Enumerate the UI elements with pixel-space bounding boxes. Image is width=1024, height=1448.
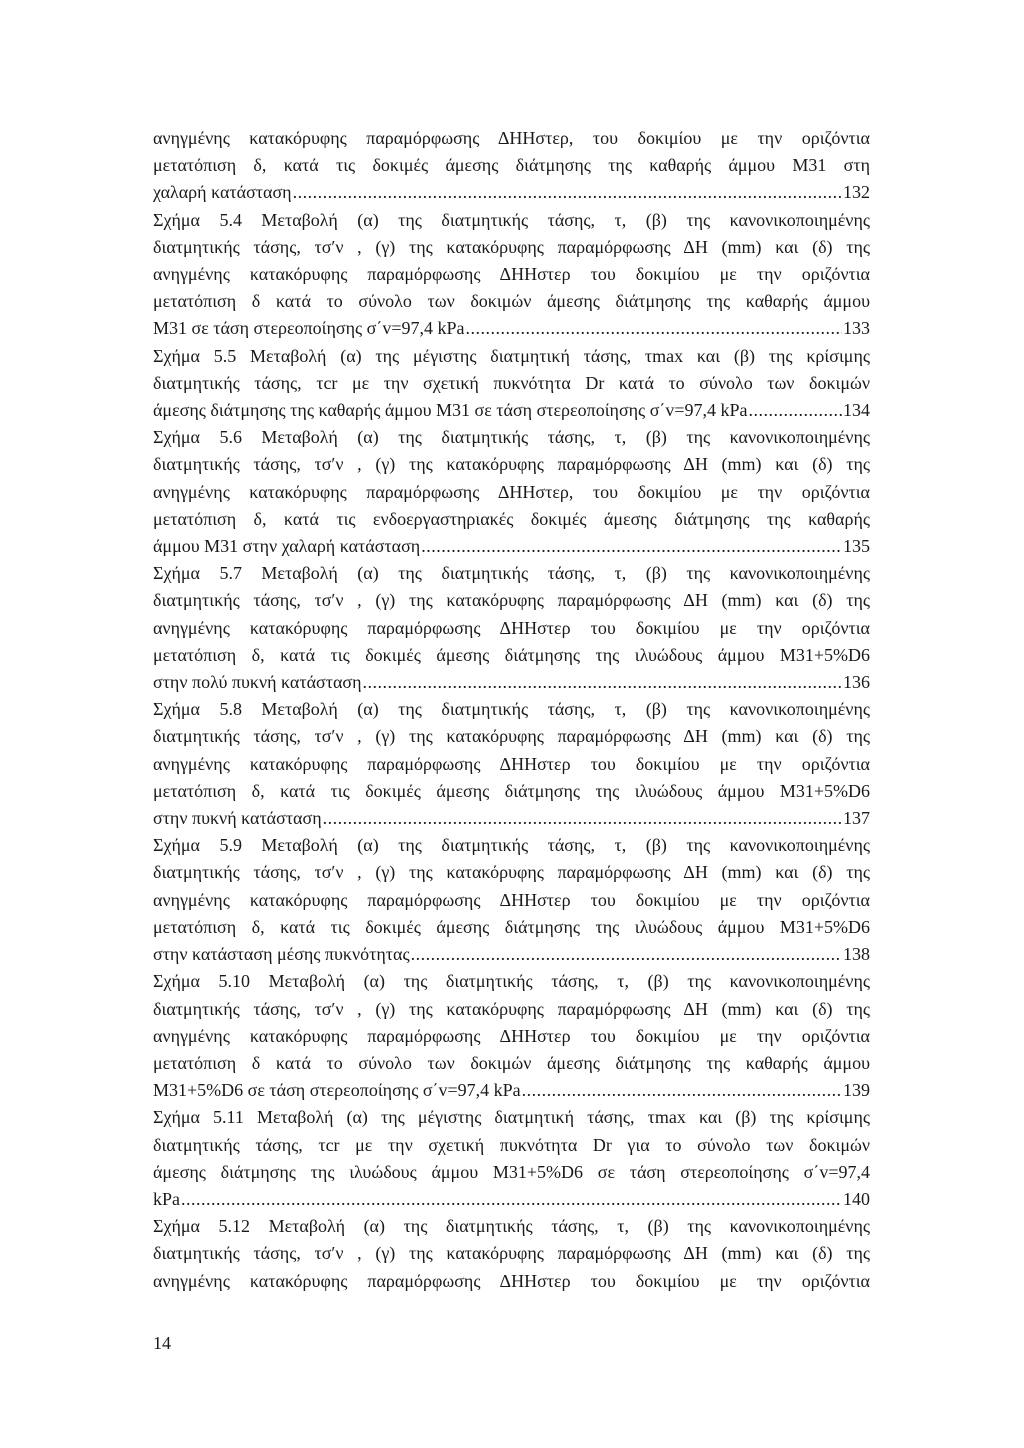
dot-leader [421,533,842,560]
toc-entry[interactable] [153,343,870,425]
toc-entry-line: Σχήμα 5.4 Μεταβολή (α) της διατμητικής τάσης, τ, (β) της κανονικοποιημένης [153,209,870,230]
toc-entry[interactable] [153,125,870,207]
toc-entry-line: ανηγμένης κατακόρυφης παραμόρφωσης ΔΗΗστερ του δοκιμίου με την οριζόντια [153,753,870,774]
toc-entry-line: Σχήμα 5.8 Μεταβολή (α) της διατμητικής τάσης, τ, (β) της κανονικοποιημένης [153,699,870,720]
toc-entry-line: μετατόπιση δ, κατά τις δοκιμές άμεσης διάτμησης της ιλυώδους άμμου Μ31+5%D6 [153,916,870,937]
toc-entry-line: διατμητικής τάσης, τσ′ν , (γ) της κατακόρυφης παραμόρφωσης ΔΗ (mm) και (δ) της [153,590,870,611]
toc-entry-line: μετατόπιση δ, κατά τις δοκιμές άμεσης διάτμησης της ιλυώδους άμμου Μ31+5%D6 [153,780,870,801]
dot-leader [411,941,842,968]
toc-entry-line: ανηγμένης κατακόρυφης παραμόρφωσης ΔΗΗστερ, του δοκιμίου με την οριζόντια [153,128,870,148]
toc-entry-line: διατμητικής τάσης, τσ′ν , (γ) της κατακόρυφης παραμόρφωσης ΔΗ (mm) και (δ) της [153,998,870,1019]
toc-entry-line: ανηγμένης κατακόρυφης παραμόρφωσης ΔΗΗστερ του δοκιμίου με την οριζόντια [153,617,870,638]
toc-entry-line: Σχήμα 5.6 Μεταβολή (α) της διατμητικής τάσης, τ, (β) της κανονικοποιημένης [153,427,870,448]
toc-entry-line: ανηγμένης κατακόρυφης παραμόρφωσης ΔΗΗστερ του δοκιμίου με την οριζόντια [153,889,870,910]
toc-entry-text: χαλαρή κατάσταση [153,182,292,203]
toc-entry-last-line [153,1186,870,1213]
toc-entry[interactable] [153,207,870,343]
toc-entry-last-line [153,533,870,560]
toc-page-number[interactable]: 139 [843,1080,870,1101]
dot-leader [323,805,842,832]
toc-page-number[interactable]: 136 [843,672,870,693]
dot-leader [293,179,842,206]
toc-entry-last-line [153,669,870,696]
toc-entry-line: διατμητικής τάσης, τσ′ν , (γ) της κατακόρυφης παραμόρφωσης ΔΗ (mm) και (δ) της [153,726,870,747]
toc-page-number[interactable]: 140 [843,1188,870,1209]
toc-entry-line: ανηγμένης κατακόρυφης παραμόρφωσης ΔΗΗστερ του δοκιμίου με την οριζόντια [153,1270,870,1291]
toc-page-number[interactable]: 137 [843,808,870,829]
dot-leader [749,397,842,424]
toc-entry-line: μετατόπιση δ κατά το σύνολο των δοκιμών άμεσης διάτμησης της καθαρής άμμου [153,1052,870,1073]
toc-entry-last-line [153,1077,870,1104]
toc-entry-line: Σχήμα 5.11 Μεταβολή (α) της μέγιστης διατμητική τάσης, τmax και (β) της κρίσιμης [153,1107,870,1128]
dot-leader [363,669,842,696]
toc-entry-line: άμεσης διάτμησης της ιλυώδους άμμου Μ31+5%D6 σε τάση στερεοποίησης σ΄v=97,4 [153,1161,870,1182]
toc-entry-last-line [153,315,870,342]
toc-entry-line: διατμητικής τάσης, τcr με την σχετική πυκνότητα Dr για το σύνολο των δοκιμών [153,1134,870,1155]
dot-leader [181,1186,842,1213]
toc-entry[interactable] [153,832,870,968]
toc-entry-text: kPa [153,1188,180,1209]
toc-entry[interactable] [153,1213,870,1295]
toc-entry-line: ανηγμένης κατακόρυφης παραμόρφωσης ΔΗΗστερ του δοκιμίου με την οριζόντια [153,264,870,285]
dot-leader [522,1077,842,1104]
toc-entry[interactable] [153,424,870,560]
toc-page-number[interactable]: 135 [843,536,870,557]
toc-entry-line: διατμητικής τάσης, τσ′ν , (γ) της κατακόρυφης παραμόρφωσης ΔΗ (mm) και (δ) της [153,236,870,257]
toc-page-number[interactable]: 132 [843,182,870,203]
toc-entry-line: Σχήμα 5.5 Μεταβολή (α) της μέγιστης διατμητική τάσης, τmax και (β) της κρίσιμης [153,345,870,366]
toc-entry-last-line [153,179,870,206]
toc-entry-text: στην πυκνή κατάσταση [153,808,322,829]
toc-entry[interactable] [153,1104,870,1213]
toc-entry[interactable] [153,696,870,832]
toc-entry-line: Σχήμα 5.9 Μεταβολή (α) της διατμητικής τάσης, τ, (β) της κανονικοποιημένης [153,835,870,856]
toc-entry-text: άμμου Μ31 στην χαλαρή κατάσταση [153,536,421,557]
toc-page-number[interactable]: 138 [843,944,870,965]
toc-entry-line: μετατόπιση δ, κατά τις ενδοεργαστηριακές δοκιμές άμεσης διάτμησης της καθαρής [153,508,870,529]
toc-entry-text: Μ31+5%D6 σε τάση στερεοποίησης σ΄v=97,4 kPa [153,1080,521,1101]
toc-entry-text: Μ31 σε τάση στερεοποίησης σ΄v=97,4 kPa [153,318,465,339]
toc-entry-line: μετατόπιση δ, κατά τις δοκιμές άμεσης διάτμησης της καθαρής άμμου Μ31 στη [153,155,870,176]
toc-page-number[interactable]: 134 [843,400,870,421]
toc-entry-line: Σχήμα 5.12 Μεταβολή (α) της διατμητικής τάσης, τ, (β) της κανονικοποιημένης [153,1216,870,1237]
toc-page-number[interactable]: 133 [843,318,870,339]
toc-entry-line: μετατόπιση δ, κατά τις δοκιμές άμεσης διάτμησης της ιλυώδους άμμου Μ31+5%D6 [153,644,870,665]
toc-entry-line: Σχήμα 5.7 Μεταβολή (α) της διατμητικής τάσης, τ, (β) της κανονικοποιημένης [153,563,870,584]
table-of-figures [153,125,870,1295]
toc-entry-last-line [153,941,870,968]
toc-entry-last-line [153,397,870,424]
page-number: 14 [153,1333,171,1353]
toc-entry-line: μετατόπιση δ κατά το σύνολο των δοκιμών άμεσης διάτμησης της καθαρής άμμου [153,291,870,312]
toc-entry-last-line [153,805,870,832]
toc-entry[interactable] [153,560,870,696]
toc-entry[interactable] [153,968,870,1104]
toc-entry-line: ανηγμένης κατακόρυφης παραμόρφωσης ΔΗΗστερ του δοκιμίου με την οριζόντια [153,1025,870,1046]
dot-leader [466,315,842,342]
toc-entry-line: ανηγμένης κατακόρυφης παραμόρφωσης ΔΗΗστερ, του δοκιμίου με την οριζόντια [153,481,870,502]
toc-entry-line: διατμητικής τάσης, τσ′ν , (γ) της κατακόρυφης παραμόρφωσης ΔΗ (mm) και (δ) της [153,1243,870,1264]
toc-entry-line: διατμητικής τάσης, τσ′ν , (γ) της κατακόρυφης παραμόρφωσης ΔΗ (mm) και (δ) της [153,862,870,883]
toc-entry-line: διατμητικής τάσης, τσ′ν , (γ) της κατακόρυφης παραμόρφωσης ΔΗ (mm) και (δ) της [153,454,870,475]
toc-entry-text: άμεσης διάτμησης της καθαρής άμμου Μ31 σε τάση στερεοποίησης σ΄v=97,4 kPa [153,400,748,421]
toc-entry-text: στην κατάσταση μέσης πυκνότητας [153,944,410,965]
toc-entry-text: στην πολύ πυκνή κατάσταση [153,672,362,693]
toc-entry-line: Σχήμα 5.10 Μεταβολή (α) της διατμητικής τάσης, τ, (β) της κανονικοποιημένης [153,971,870,992]
toc-entry-line: διατμητικής τάσης, τcr με την σχετική πυκνότητα Dr κατά το σύνολο των δοκιμών [153,372,870,393]
